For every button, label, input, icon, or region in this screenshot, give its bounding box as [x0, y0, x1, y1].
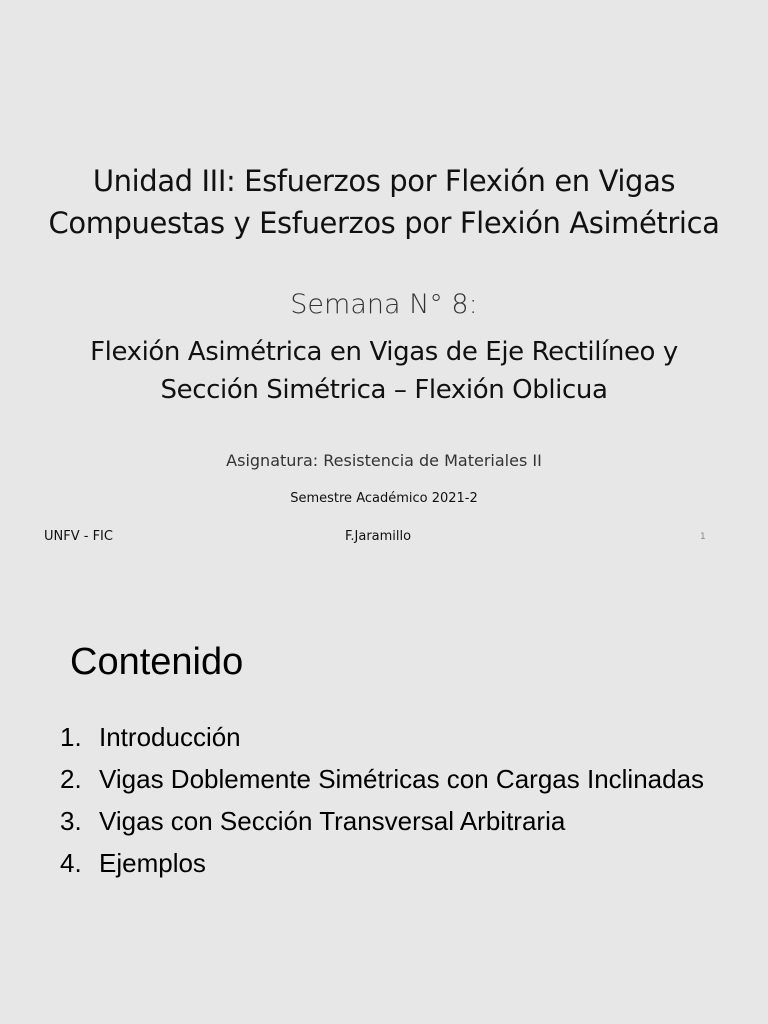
contents-title: Contenido — [70, 641, 244, 683]
list-item-number: 2. — [60, 764, 82, 794]
list-item-text: Introducción — [99, 722, 241, 752]
course-name: Asignatura: Resistencia de Materiales II — [226, 451, 542, 470]
list-item — [60, 806, 720, 836]
footer-institution: UNFV - FIC — [44, 529, 113, 544]
list-item — [60, 848, 720, 878]
footer-author: F.Jaramillo — [345, 529, 412, 544]
list-item-text: Vigas Doblemente Simétricas con Cargas Inclinadas — [99, 764, 705, 794]
week-subtitle-line-1: Flexión Asimétrica en Vigas de Eje Rectilíneo y — [90, 337, 678, 367]
list-item — [60, 764, 720, 794]
week-subtitle-line-2: Sección Simétrica – Flexión Oblicua — [160, 375, 608, 405]
footer-page-number: 1 — [700, 532, 706, 542]
week-subtitle — [0, 333, 768, 409]
list-item — [60, 722, 720, 752]
unit-title-line-2: Compuestas y Esfuerzos por Flexión Asimétrica — [48, 206, 720, 240]
semester-label: Semestre Académico 2021-2 — [290, 491, 478, 506]
list-item-number: 3. — [60, 806, 82, 836]
contents-list — [60, 722, 720, 890]
week-title: Semana N° 8: — [290, 289, 478, 320]
list-item-number: 1. — [60, 722, 82, 752]
list-item-text: Ejemplos — [99, 848, 206, 878]
unit-title-line-1: Unidad III: Esfuerzos por Flexión en Vigas — [92, 164, 676, 198]
unit-title — [0, 160, 768, 244]
contents-slide — [0, 512, 768, 1024]
list-item-text: Vigas con Sección Transversal Arbitraria — [99, 806, 566, 836]
list-item-number: 4. — [60, 848, 82, 878]
